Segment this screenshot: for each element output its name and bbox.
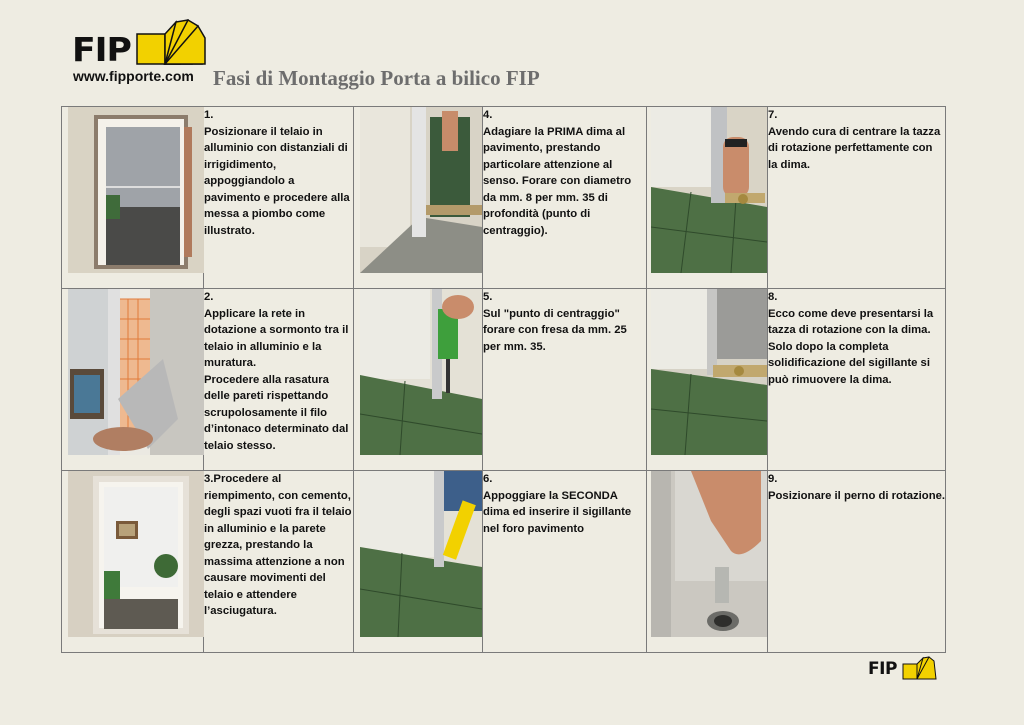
- step-9-cell: [768, 471, 946, 653]
- steps-table: [61, 106, 946, 653]
- step-7-cell: [768, 107, 946, 289]
- step-6-cell: [483, 471, 647, 653]
- photo-step-2: [62, 289, 204, 471]
- step-4-cell: [483, 107, 647, 289]
- website-url: www.fipporte.com: [73, 68, 194, 84]
- photo-step-3: [62, 471, 204, 653]
- photo-step-4: [354, 107, 483, 289]
- photo-step-9: [647, 471, 768, 653]
- step-3-cell: [204, 471, 354, 653]
- step-8-text: 8. Ecco come deve presentarsi la tazza di rotazione con la dima. Solo dopo la completa solidificazione del sigillante si può rimuovere la dima.: [768, 291, 934, 386]
- logo-wordmark: FIP: [72, 30, 131, 69]
- table-row: [62, 289, 946, 471]
- step-3-text: 3.Procedere al riempimento, con cemento, degli spazi vuoti fra il telaio in alluminio e la parete grezza, prestando la massima attenzione a non causare movimenti del telaio e attendere l’asciugatura.: [204, 473, 352, 617]
- photo-step-1: [62, 107, 204, 289]
- step-4-text: 4. Adagiare la PRIMA dima al pavimento, prestando particolare attenzione al senso. Forare con diametro da mm. 8 per mm. 35 di profondità (punto di centraggio).: [483, 109, 632, 237]
- table-row: [62, 107, 946, 289]
- step-1-text: 1. Posizionare il telaio in alluminio con distanziali di irrigidimento, appoggiandolo a pavimento e procedere alla messa a piombo come illustrato.: [204, 109, 350, 237]
- footer-wordmark: FIP: [868, 659, 897, 679]
- photo-step-5: [354, 289, 483, 471]
- step-2-cell: [204, 289, 354, 471]
- step-5-text: 5. Sul "punto di centraggio" forare con fresa da mm. 25 per mm. 35.: [483, 291, 627, 353]
- photo-step-8: [647, 289, 768, 471]
- step-6-text: 6. Appoggiare la SECONDA dima ed inserire il sigillante nel foro pavimento: [483, 473, 632, 535]
- step-2-text: 2. Applicare la rete in dotazione a sormonto tra il telaio in alluminio e la muratura. Procedere alla rasatura delle pareti rispettando scrupolosamente il filo d’intonaco determinato dal telaio stesso.: [204, 291, 349, 452]
- step-5-cell: [483, 289, 647, 471]
- photo-step-6: [354, 471, 483, 653]
- photo-step-7: [647, 107, 768, 289]
- door-fan-icon: [136, 16, 206, 66]
- table-row: [62, 471, 946, 653]
- step-8-cell: [768, 289, 946, 471]
- step-1-cell: [204, 107, 354, 289]
- door-fan-icon: [902, 656, 938, 680]
- step-9-text: 9. Posizionare il perno di rotazione.: [768, 473, 946, 502]
- step-7-text: 7. Avendo cura di centrare la tazza di rotazione perfettamente con la dima.: [768, 109, 941, 171]
- page-title: Fasi di Montaggio Porta a bilico FIP: [213, 66, 540, 90]
